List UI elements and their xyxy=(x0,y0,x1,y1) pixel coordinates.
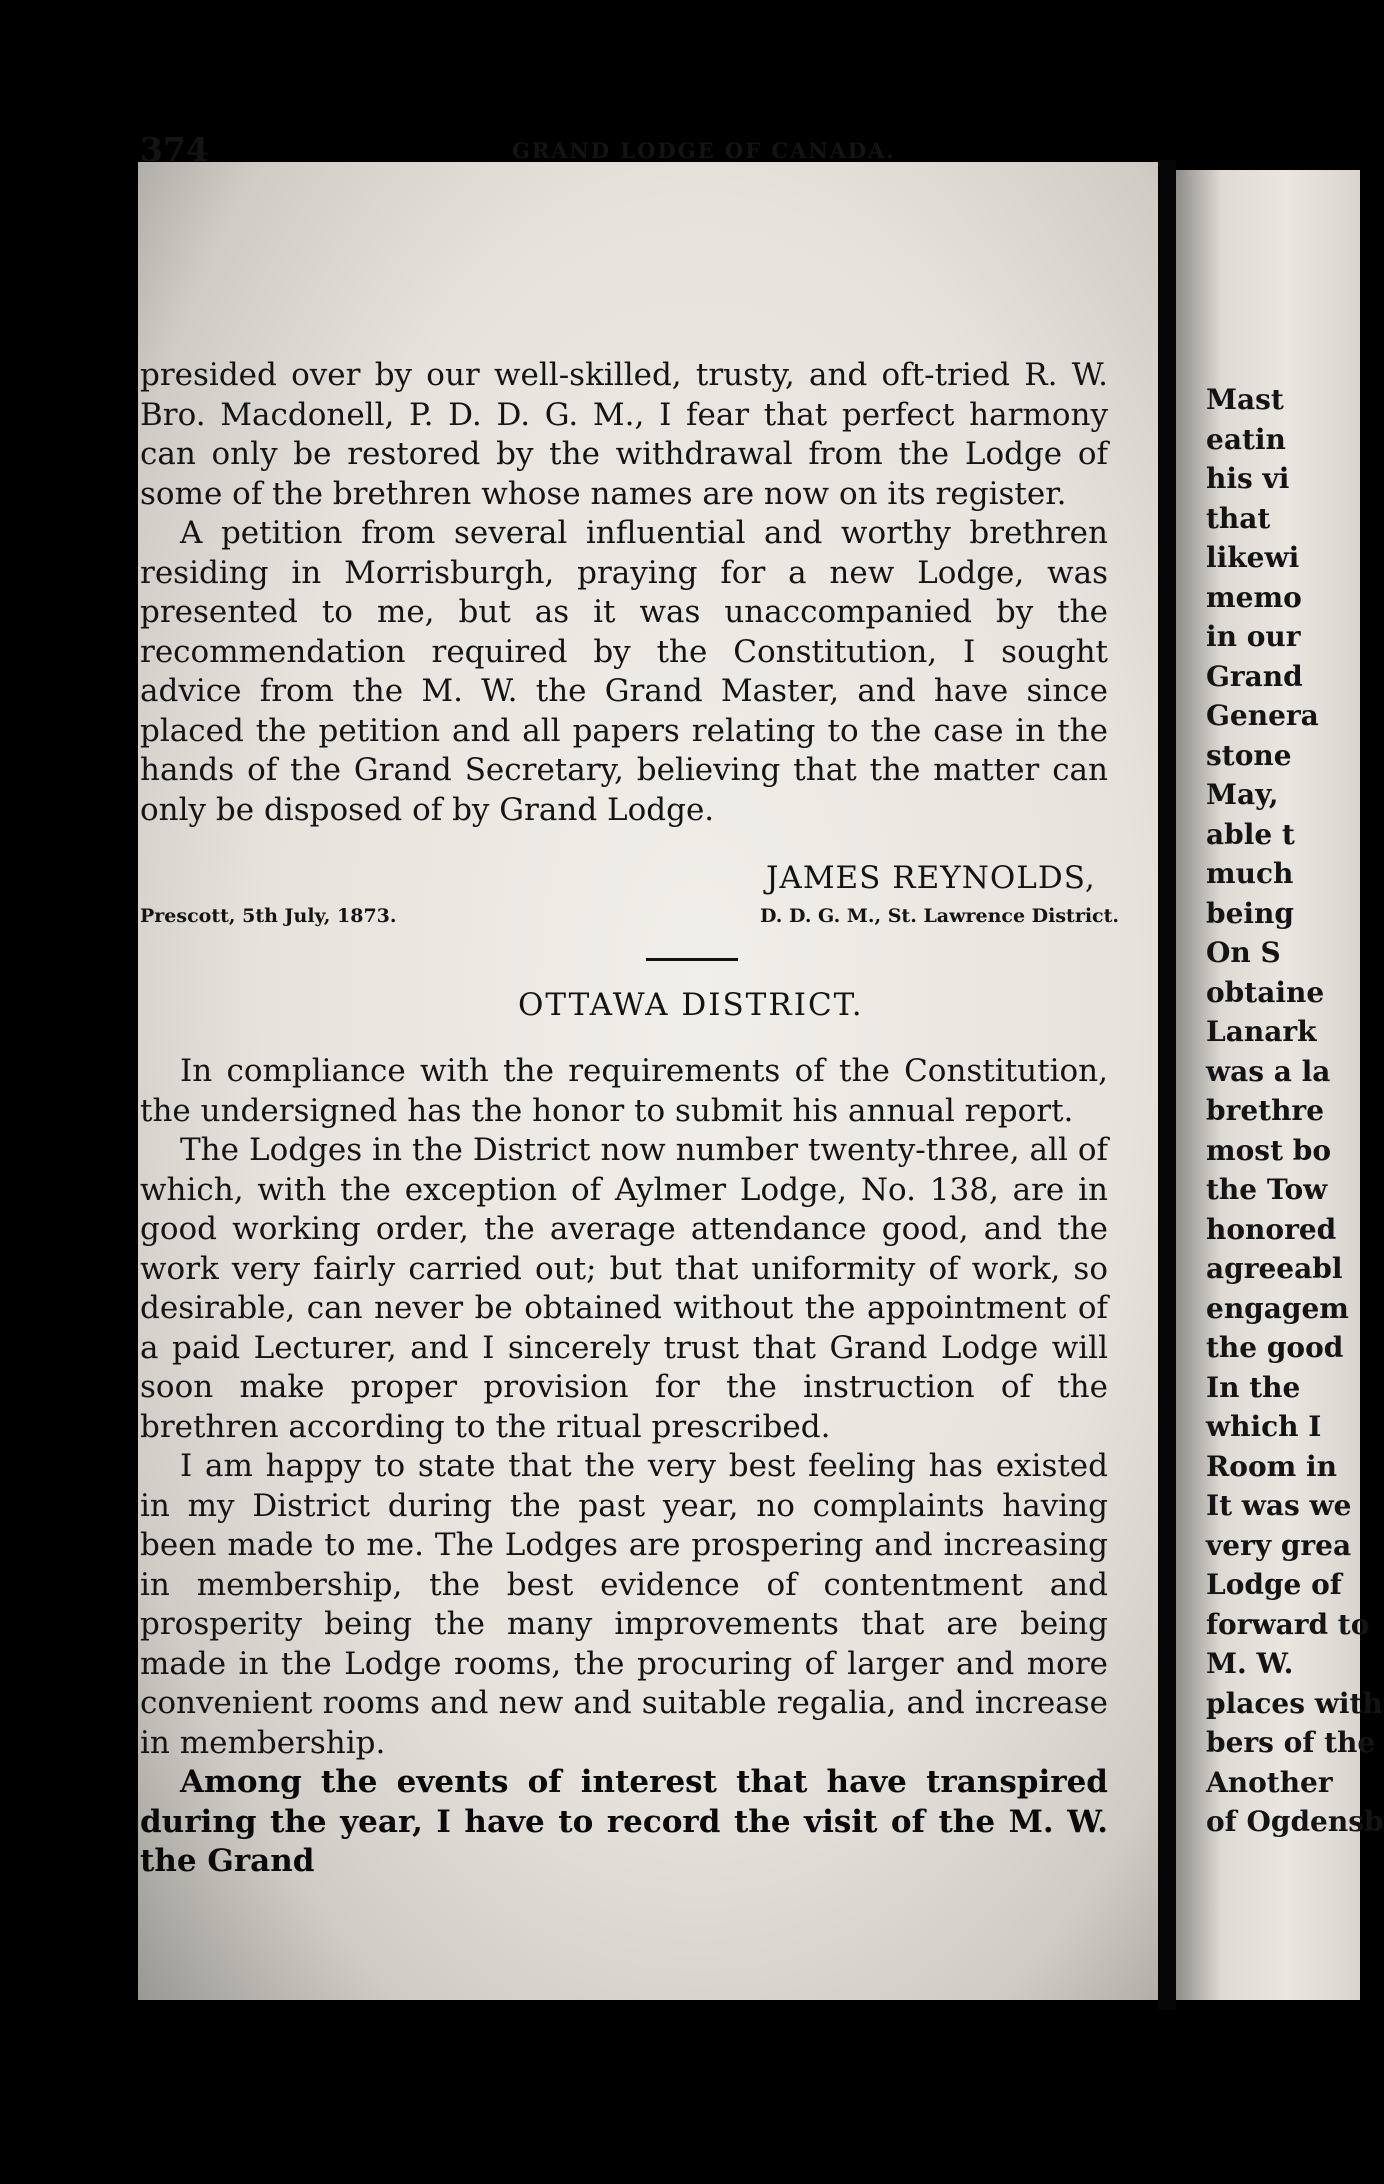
right-page-line: May, xyxy=(1206,778,1279,811)
right-page-line: which I xyxy=(1206,1410,1322,1443)
right-page-line: was a la xyxy=(1206,1054,1331,1088)
right-page-line: his vi xyxy=(1206,462,1290,495)
right-page-line: M. W. xyxy=(1206,1647,1294,1680)
top-text-block xyxy=(140,356,1108,830)
right-page-line: Lanark xyxy=(1206,1015,1317,1048)
right-page-line: much xyxy=(1206,857,1294,890)
right-page-line: likewi xyxy=(1206,541,1300,574)
right-page-line: being xyxy=(1206,896,1294,930)
section-text-block xyxy=(140,1052,1108,1882)
paragraph: The Lodges in the District now number twenty-three, all of which, with the exception of Aylmer Lodge, No. 138, are in good working order, the average attendance good, and the work very fairly carried out; but that uniformity of work, so desirable, can never be obtained without the appointment of a paid Lecturer, and I sincerely trust that Grand Lodge will soon make proper provision for the instruction of the brethren according to the ritual prescribed. xyxy=(140,1132,1108,1445)
book-page-right xyxy=(1176,170,1384,2000)
right-page-line: Lodge of xyxy=(1206,1568,1342,1601)
page-header xyxy=(140,130,1040,174)
right-page-line: the Tow xyxy=(1206,1173,1328,1206)
paragraph: A petition from several influential and worthy brethren residing in Morrisburgh, praying for a new Lodge, was presented to me, but as it was unaccompanied by the recommendation required by the Constitution, I sought advice from the M. W. the Grand Master, and have since placed the petition and all papers relating to the case in the hands of the Grand Secretary, believing that the matter can only be disposed of by Grand Lodge. xyxy=(140,515,1108,828)
right-page-line: brethre xyxy=(1206,1094,1325,1127)
right-page-line: of Ogdensb xyxy=(1206,1805,1384,1838)
right-page-line: that xyxy=(1206,501,1271,535)
paragraph: presided over by our well-skilled, trusty, and oft-tried R. W. Bro. Macdonell, P. D. D. G. M., I fear that perfect harmony can only be restored by the withdrawal from the Lodge of some of the brethren whose names are now on its register. xyxy=(140,357,1108,512)
right-page-line: Room in xyxy=(1206,1449,1337,1483)
right-page-line: places with xyxy=(1206,1686,1383,1720)
paragraph: Among the events of interest that have transpired during the year, I have to record the visit of the M. W. the Grand xyxy=(140,1764,1108,1879)
signature-title: D. D. G. M., St. Lawrence District. xyxy=(760,905,1120,927)
page-number: 374 xyxy=(140,130,209,169)
right-page-line: Another xyxy=(1206,1765,1333,1799)
right-page-line: obtaine xyxy=(1206,975,1325,1009)
book-gutter xyxy=(1158,160,1176,2010)
right-page-line: most bo xyxy=(1206,1133,1332,1167)
paragraph: I am happy to state that the very best feeling has existed in my District during the past year, no complaints having been made to me. The Lodges are prospering and increasing in membership, the best evidence of contentment and prosperity being the many improvements that are being made in the Lodge rooms, the procuring of larger and more convenient rooms and new and suitable regalia, and increase in membership. xyxy=(140,1448,1108,1761)
running-head: GRAND LODGE OF CANADA. xyxy=(512,138,896,163)
right-page-line: Genera xyxy=(1206,699,1319,732)
right-page-line: engagem xyxy=(1206,1291,1349,1325)
section-divider xyxy=(646,958,738,961)
signature-place-date: Prescott, 5th July, 1873. xyxy=(140,905,397,927)
signature-name: JAMES REYNOLDS, xyxy=(766,860,1096,896)
right-page-line: It was we xyxy=(1206,1489,1352,1522)
right-page-line: On S xyxy=(1206,936,1281,969)
right-page-line: bers of the xyxy=(1206,1726,1376,1759)
right-page-line: Mast xyxy=(1206,383,1284,416)
right-page-line: forward to xyxy=(1206,1607,1370,1641)
right-page-line: honored xyxy=(1206,1212,1337,1246)
right-page-line: agreeabl xyxy=(1206,1252,1343,1285)
right-page-line: memo xyxy=(1206,580,1302,614)
right-page-line: able t xyxy=(1206,817,1295,851)
right-page-line: eatin xyxy=(1206,422,1286,456)
right-page-line: in our xyxy=(1206,620,1301,653)
right-page-line: the good xyxy=(1206,1331,1344,1364)
right-page-line: Grand xyxy=(1206,659,1303,693)
right-page-text xyxy=(1206,380,1384,1842)
right-page-line: very grea xyxy=(1206,1528,1352,1562)
paragraph: In compliance with the requirements of the Constitution, the undersigned has the honor to submit his annual report. xyxy=(140,1053,1108,1129)
right-page-line: In the xyxy=(1206,1370,1301,1404)
right-page-line: stone xyxy=(1206,738,1292,772)
section-title: OTTAWA DISTRICT. xyxy=(518,987,864,1023)
